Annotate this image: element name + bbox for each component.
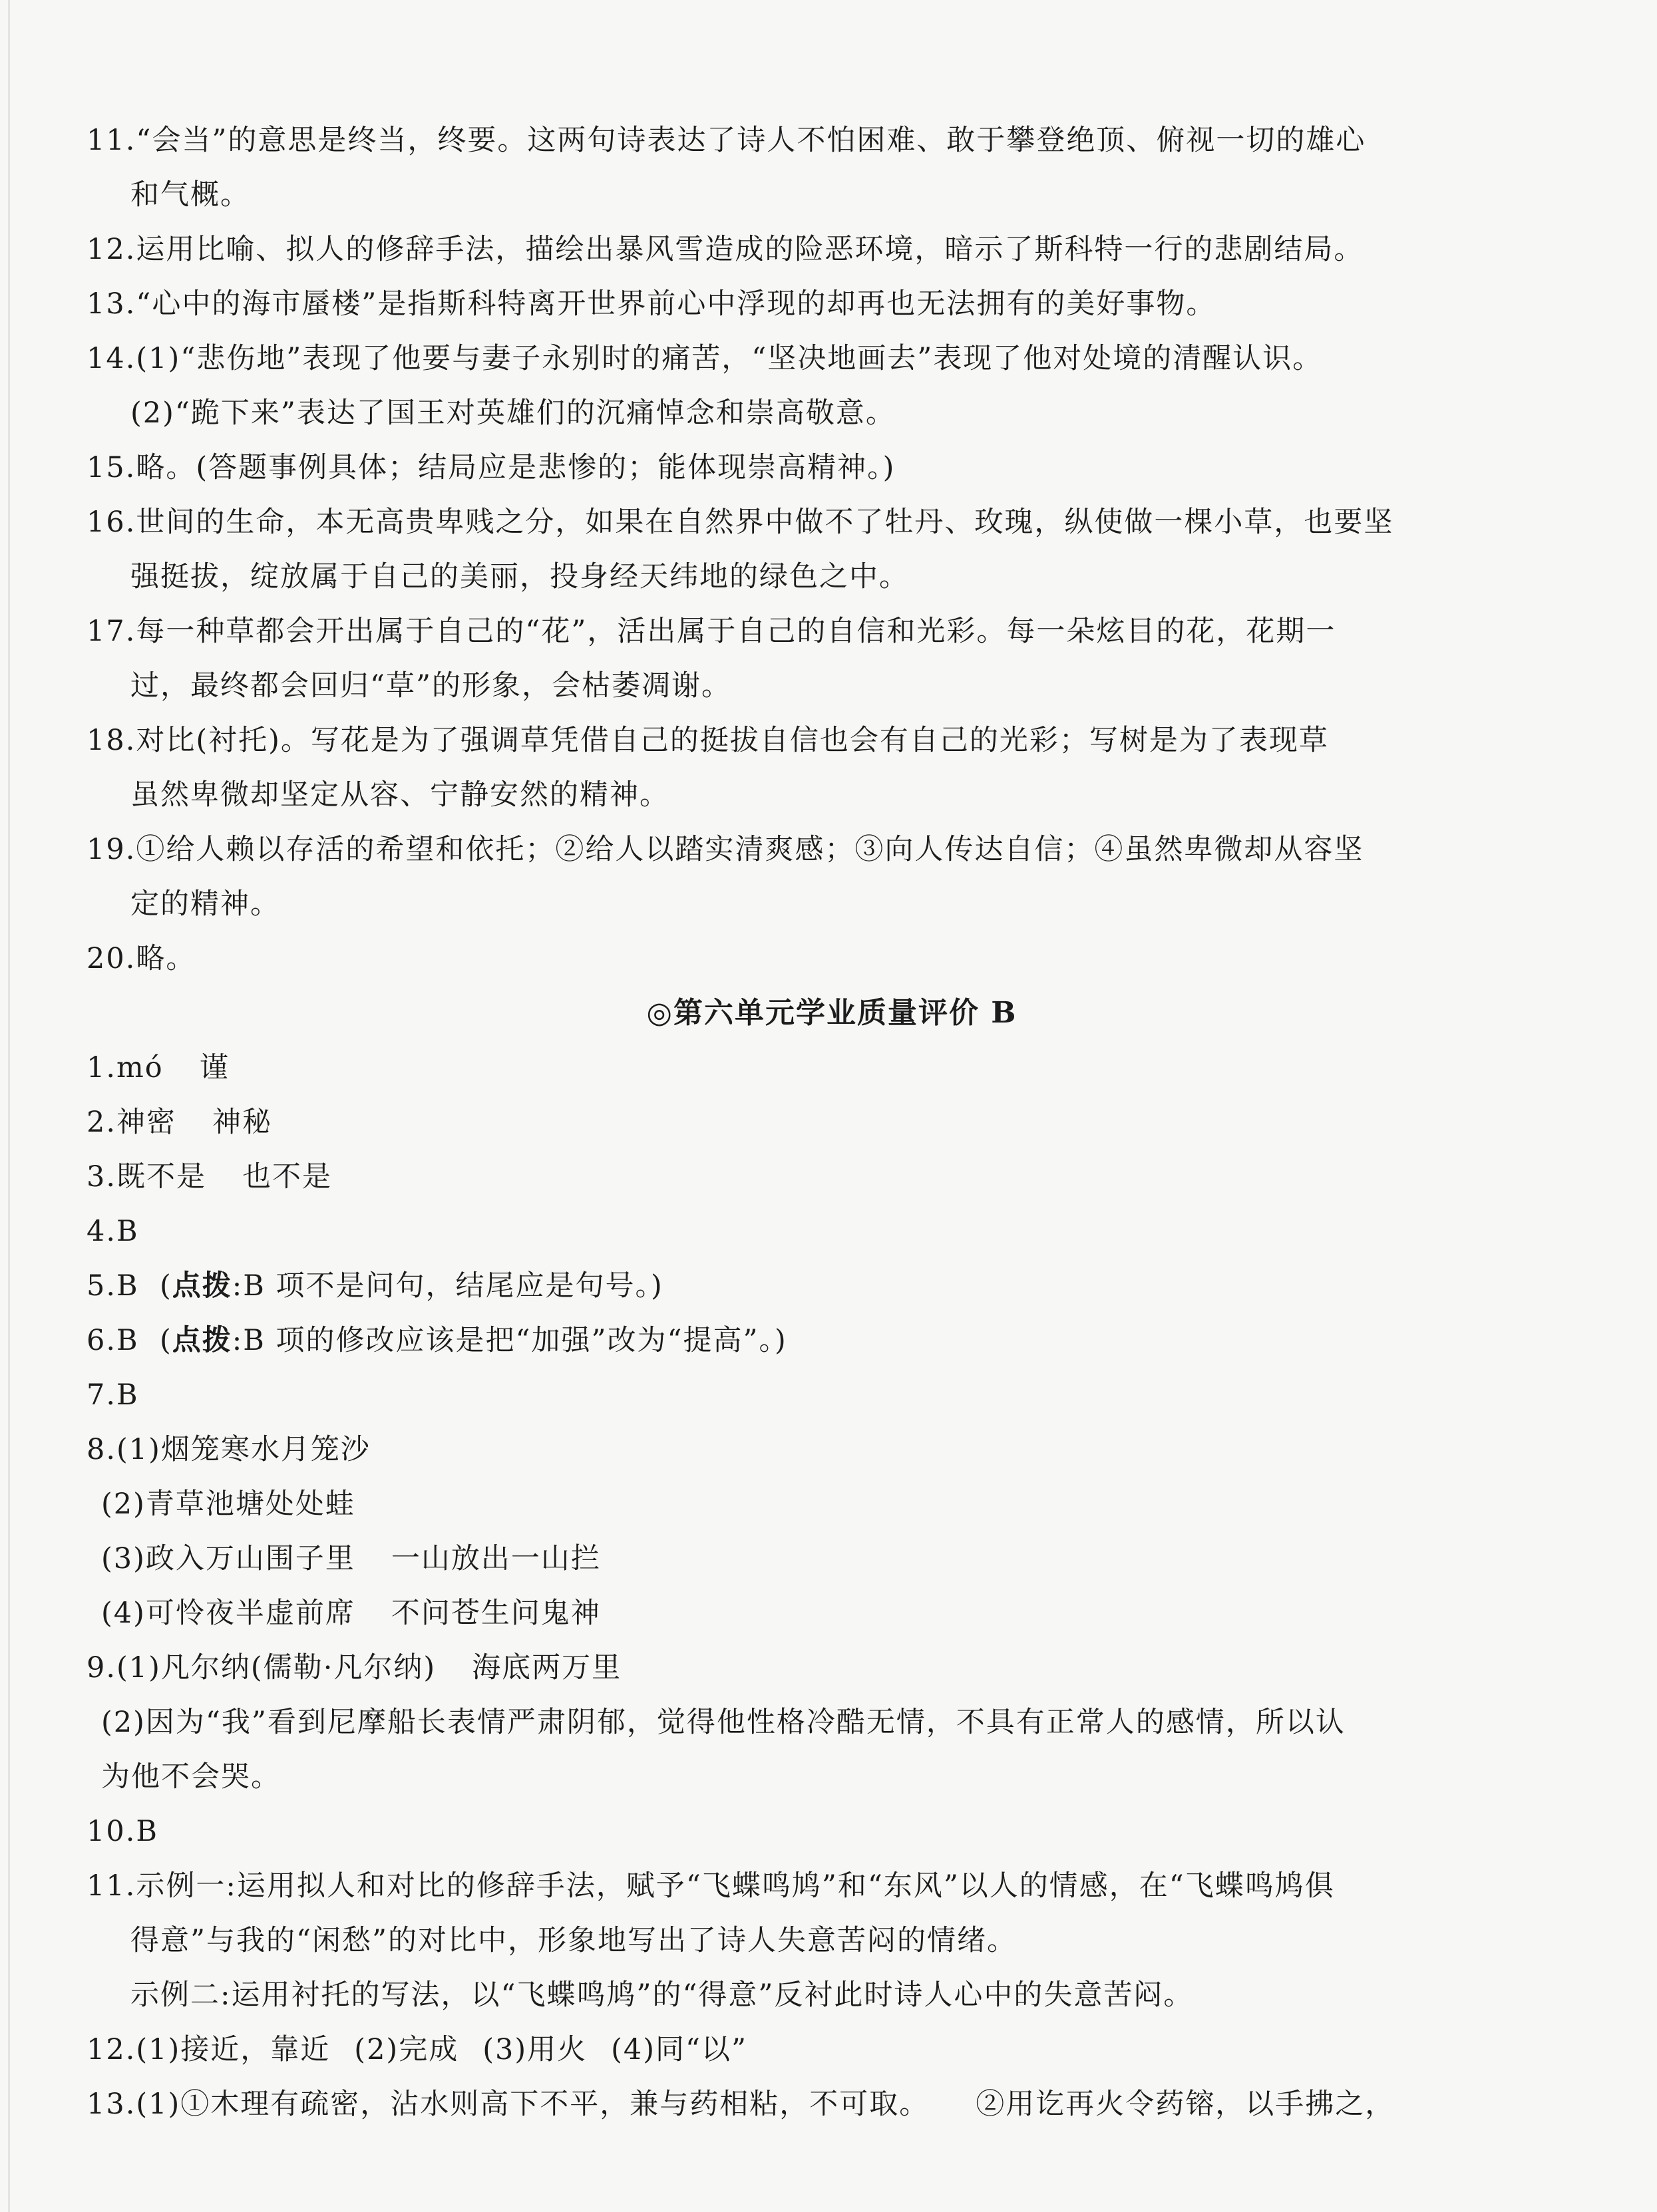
answer-line: 8.(1)烟笼寒水月笼沙 xyxy=(87,1433,371,1466)
tip-label: 点拨 xyxy=(172,1324,232,1357)
answer-line: 为他不会哭。 xyxy=(101,1760,281,1794)
section-title: ◎第六单元学业质量评价 B xyxy=(646,996,1017,1030)
answer-line: 11.示例一:运用拟人和对比的修辞手法，赋予“飞蝶鸣鸠”和“东风”以人的情感，在“飞蝶鸣鸠俱 xyxy=(87,1869,1335,1903)
answer-line: 虽然卑微却坚定从容、宁静安然的精神。 xyxy=(130,778,669,812)
answer-line: 7.B xyxy=(87,1378,139,1412)
answer-line: 16.世间的生命，本无高贵卑贱之分，如果在自然界中做不了牡丹、玫瑰，纵使做一棵小草，也要坚 xyxy=(87,506,1394,539)
answer-line: 强挺拔，绽放属于自己的美丽，投身经天纬地的绿色之中。 xyxy=(130,560,909,593)
answer-line: 示例二:运用衬托的写法，以“飞蝶鸣鸠”的“得意”反衬此时诗人心中的失意苦闷。 xyxy=(130,1978,1194,2012)
answer-line: 19.①给人赖以存活的希望和依托；②给人以踏实清爽感；③向人传达自信；④虽然卑微却从容坚 xyxy=(87,833,1364,866)
answer-line: (4)可怜夜半虚前席 不问苍生问鬼神 xyxy=(101,1597,601,1630)
answer-line: 5.B (点拨:B 项不是问句，结尾应是句号。) xyxy=(87,1269,663,1303)
answer-line: 4.B xyxy=(87,1215,139,1248)
answer-line: (2)因为“我”看到尼摩船长表情严肃阴郁，觉得他性格冷酷无情，不具有正常人的感情，所以认 xyxy=(101,1706,1346,1739)
answer-line: 9.(1)凡尔纳(儒勒·凡尔纳) 海底两万里 xyxy=(87,1651,622,1684)
answer-line: 14.(1)“悲伤地”表现了他要与妻子永别时的痛苦，“坚决地画去”表现了他对处境的清醒认识。 xyxy=(87,342,1323,375)
answer-line: (2)青草池塘处处蛙 xyxy=(101,1488,355,1521)
answer-line: 13.(1)①木理有疏密，沾水则高下不平，兼与药相粘，不可取。 ②用讫再火令药镕，以手拂之， xyxy=(87,2088,1395,2121)
answer-line: 2.神密 神秘 xyxy=(87,1106,273,1139)
answer-line: 12.(1)接近，靠近 (2)完成 (3)用火 (4)同“以” xyxy=(87,2033,748,2066)
tip-label: 点拨 xyxy=(172,1269,232,1303)
answer-line: 得意”与我的“闲愁”的对比中，形象地写出了诗人失意苦闷的情绪。 xyxy=(130,1924,1017,1957)
answer-line: 17.每一种草都会开出属于自己的“花”，活出属于自己的自信和光彩。每一朵炫目的花，花期一 xyxy=(87,615,1336,648)
answer-line: 过，最终都会回归“草”的形象，会枯萎凋谢。 xyxy=(130,669,731,703)
answer-line: 13.“心中的海市蜃楼”是指斯科特离开世界前心中浮现的却再也无法拥有的美好事物。 xyxy=(87,287,1216,321)
answer-line: 6.B (点拨:B 项的修改应该是把“加强”改为“提高”。) xyxy=(87,1324,787,1357)
answer-line: (2)“跪下来”表达了国王对英雄们的沉痛悼念和崇高敬意。 xyxy=(130,396,896,430)
answer-line: 和气概。 xyxy=(130,178,250,212)
answer-line: 12.运用比喻、拟人的修辞手法，描绘出暴风雪造成的险恶环境，暗示了斯科特一行的悲剧结局。 xyxy=(87,233,1364,266)
answer-line: 11.“会当”的意思是终当，终要。这两句诗表达了诗人不怕困难、敢于攀登绝顶、俯视一切的雄心 xyxy=(87,124,1366,157)
answer-line: 18.对比(衬托)。写花是为了强调草凭借自己的挺拔自信也会有自己的光彩；写树是为了表现草 xyxy=(87,724,1329,757)
answer-line: 10.B xyxy=(87,1815,158,1848)
answer-line: 定的精神。 xyxy=(130,887,280,921)
answer-line: 1.mó 谨 xyxy=(87,1051,230,1084)
answer-line: 3.既不是 也不是 xyxy=(87,1160,333,1193)
answer-line: 20.略。 xyxy=(87,942,196,975)
answer-line: (3)政入万山围子里 一山放出一山拦 xyxy=(101,1542,601,1575)
answer-line: 15.略。(答题事例具体；结局应是悲惨的；能体现崇高精神。) xyxy=(87,451,896,484)
